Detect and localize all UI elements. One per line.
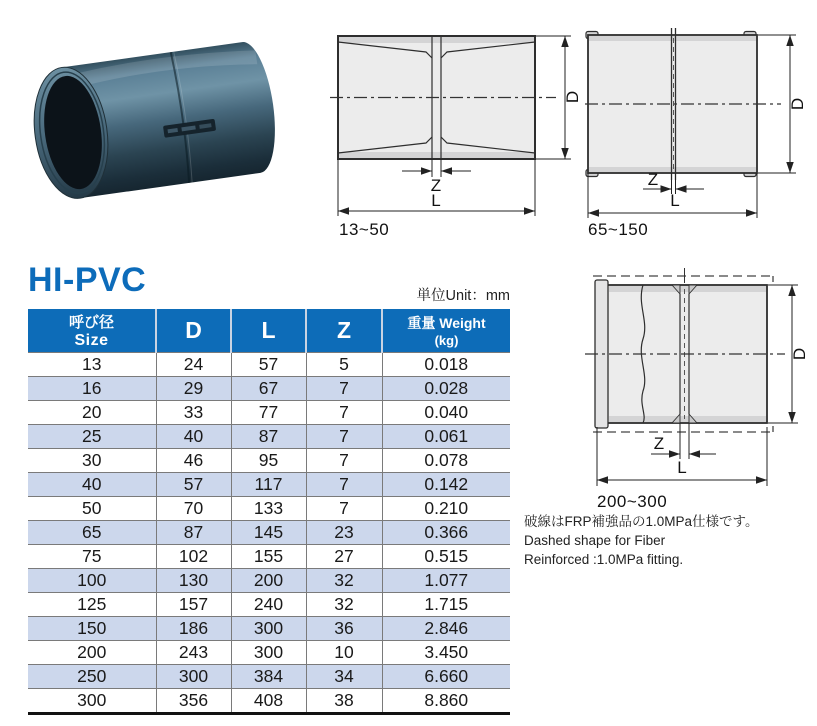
table-cell: 0.515 (382, 545, 510, 569)
table-cell: 1.715 (382, 593, 510, 617)
dim-label-d: D (790, 347, 809, 361)
table-row (28, 689, 510, 714)
table-cell: 24 (156, 353, 231, 377)
frp-note-en-1: Dashed shape for Fiber (524, 533, 666, 548)
table-row (28, 449, 510, 473)
table-row (28, 353, 510, 377)
table-cell: 30 (28, 449, 156, 473)
table-cell: 23 (306, 521, 382, 545)
dimension-l (597, 427, 767, 486)
dim-label-l: L (670, 191, 680, 210)
header-l: L (231, 309, 306, 353)
table-cell: 27 (306, 545, 382, 569)
table-cell: 155 (231, 545, 306, 569)
table-cell: 29 (156, 377, 231, 401)
table-cell: 87 (231, 425, 306, 449)
table-cell: 300 (28, 689, 156, 714)
table-row (28, 593, 510, 617)
table-cell: 300 (231, 617, 306, 641)
table-cell: 7 (306, 473, 382, 497)
table-cell: 57 (231, 353, 306, 377)
table-cell: 65 (28, 521, 156, 545)
table-cell: 7 (306, 377, 382, 401)
header-weight-unit: (kg) (434, 332, 459, 348)
table-cell: 250 (28, 665, 156, 689)
table-cell: 16 (28, 377, 156, 401)
table-cell: 133 (231, 497, 306, 521)
dim-label-z: Z (647, 170, 659, 189)
table-cell: 130 (156, 569, 231, 593)
table-row (28, 641, 510, 665)
table-cell: 36 (306, 617, 382, 641)
table-cell: 95 (231, 449, 306, 473)
table-cell: 46 (156, 449, 231, 473)
table-cell: 57 (156, 473, 231, 497)
frp-note-en-2: Reinforced :1.0MPa fitting. (524, 552, 684, 567)
table-cell: 157 (156, 593, 231, 617)
table-cell: 8.860 (382, 689, 510, 714)
table-cell: 0.040 (382, 401, 510, 425)
table-cell: 300 (156, 665, 231, 689)
drawing-caption-65-150: 65~150 (588, 220, 649, 239)
header-z: Z (306, 309, 382, 353)
table-row (28, 665, 510, 689)
table-cell: 6.660 (382, 665, 510, 689)
dim-label-z: Z (430, 176, 442, 195)
table-cell: 32 (306, 593, 382, 617)
table-cell: 150 (28, 617, 156, 641)
table-row (28, 377, 510, 401)
dim-label-d: D (788, 97, 807, 111)
table-cell: 67 (231, 377, 306, 401)
table-cell: 125 (28, 593, 156, 617)
table-cell: 7 (306, 497, 382, 521)
header-size-en: Size (74, 331, 109, 349)
table-cell: 100 (28, 569, 156, 593)
table-cell: 20 (28, 401, 156, 425)
table-row (28, 401, 510, 425)
drawing-caption-200-300: 200~300 (597, 492, 668, 511)
dim-label-l: L (431, 191, 441, 210)
header-size-ja: 呼び径 (68, 313, 114, 331)
table-cell: 5 (306, 353, 382, 377)
table-row (28, 521, 510, 545)
dim-label-z: Z (653, 434, 665, 453)
table-cell: 7 (306, 401, 382, 425)
spec-table-header-row (28, 309, 510, 353)
table-cell: 186 (156, 617, 231, 641)
drawing-200-300 (585, 263, 817, 491)
dim-label-d: D (563, 90, 582, 104)
header-weight-label: 重量 Weight (407, 314, 486, 331)
spec-table (28, 309, 510, 715)
unit-note: 単位Unit：mm (416, 288, 510, 304)
drawing-13-50 (330, 22, 582, 218)
table-cell: 87 (156, 521, 231, 545)
table-cell: 38 (306, 689, 382, 714)
table-cell: 32 (306, 569, 382, 593)
table-cell: 0.078 (382, 449, 510, 473)
table-cell: 0.366 (382, 521, 510, 545)
table-cell: 408 (231, 689, 306, 714)
table-row (28, 545, 510, 569)
table-row (28, 497, 510, 521)
frp-note-ja: 破線はFRP補強品の1.0MPa仕様です。 (524, 514, 759, 529)
table-cell: 13 (28, 353, 156, 377)
table-cell: 70 (156, 497, 231, 521)
table-cell: 10 (306, 641, 382, 665)
table-cell: 40 (156, 425, 231, 449)
drawing-caption-13-50: 13~50 (339, 220, 390, 239)
table-row (28, 425, 510, 449)
table-cell: 145 (231, 521, 306, 545)
table-cell: 117 (231, 473, 306, 497)
table-cell: 7 (306, 425, 382, 449)
table-cell: 0.210 (382, 497, 510, 521)
table-cell: 33 (156, 401, 231, 425)
table-cell: 1.077 (382, 569, 510, 593)
table-cell: 2.846 (382, 617, 510, 641)
table-cell: 356 (156, 689, 231, 714)
dim-label-l: L (677, 458, 687, 477)
pipe-coupling-illustration (26, 39, 282, 203)
table-cell: 300 (231, 641, 306, 665)
header-size (28, 309, 156, 353)
table-cell: 384 (231, 665, 306, 689)
table-cell: 200 (231, 569, 306, 593)
table-row (28, 473, 510, 497)
table-cell: 34 (306, 665, 382, 689)
table-cell: 0.018 (382, 353, 510, 377)
table-cell: 0.142 (382, 473, 510, 497)
product-photo (12, 4, 304, 236)
drawing-65-150 (585, 22, 817, 218)
table-cell: 0.028 (382, 377, 510, 401)
table-cell: 0.061 (382, 425, 510, 449)
table-cell: 240 (231, 593, 306, 617)
header-d: D (156, 309, 231, 353)
table-cell: 25 (28, 425, 156, 449)
dimension-z (402, 159, 471, 177)
spec-table-body (28, 353, 510, 714)
header-weight (382, 309, 510, 353)
table-cell: 200 (28, 641, 156, 665)
table-cell: 7 (306, 449, 382, 473)
page-title: HI-PVC (28, 261, 147, 299)
table-cell: 75 (28, 545, 156, 569)
table-cell: 50 (28, 497, 156, 521)
table-row (28, 617, 510, 641)
table-cell: 243 (156, 641, 231, 665)
table-cell: 102 (156, 545, 231, 569)
table-row (28, 569, 510, 593)
table-cell: 77 (231, 401, 306, 425)
table-cell: 3.450 (382, 641, 510, 665)
table-cell: 40 (28, 473, 156, 497)
frp-note (524, 512, 816, 569)
